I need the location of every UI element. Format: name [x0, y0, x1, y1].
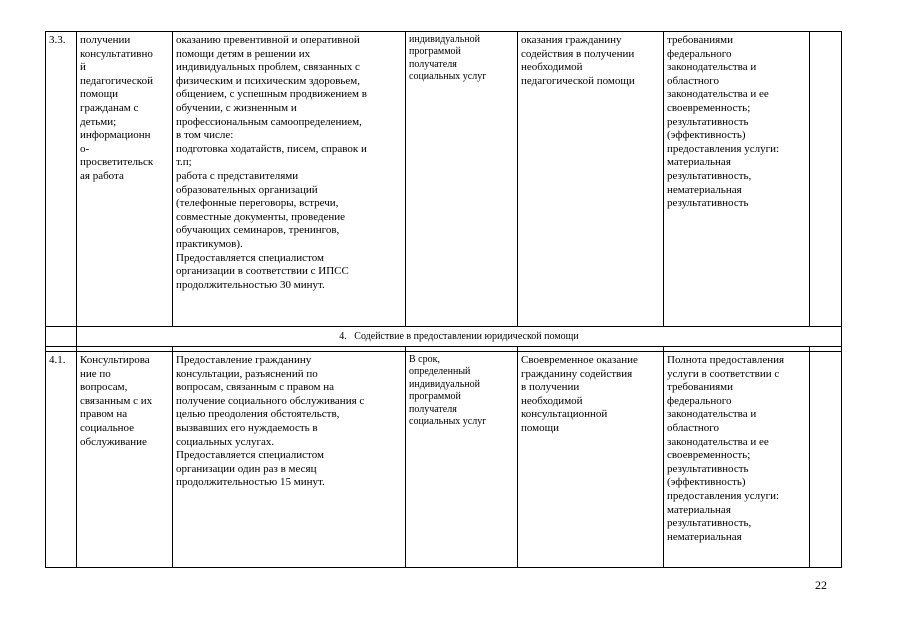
service-term: [406, 352, 518, 568]
text-line: обучении, с жизненным и: [176, 101, 297, 114]
text-line: законодательства и: [667, 61, 757, 74]
text-line: о-: [80, 142, 90, 155]
text-line: социальных услугах.: [176, 435, 275, 448]
text-line: работа с представителями: [176, 169, 299, 182]
table-row-3-3: [46, 32, 842, 327]
service-name: [77, 32, 173, 327]
text-line: результативность: [667, 197, 749, 210]
text-line: продолжительностью 15 минут.: [176, 476, 325, 489]
text-line: законодательства и: [667, 408, 757, 421]
text-line: физическим и психическим здоровьем,: [176, 74, 360, 87]
text-line: целью преодоления обстоятельств,: [176, 408, 340, 421]
text-line: нематериальная: [667, 530, 742, 543]
text-line: т.п;: [176, 156, 192, 169]
text-line: законодательства и ее: [667, 435, 769, 448]
text-line: вопросам, связанным с правом на: [176, 381, 335, 394]
text-line: гражданину содействия: [521, 367, 633, 380]
text-line: правом на: [80, 408, 128, 421]
text-line: результативность,: [667, 517, 752, 530]
text-line: необходимой: [521, 61, 583, 74]
text-line: областного: [667, 74, 720, 87]
text-line: связанным с их: [80, 394, 153, 407]
section-title: [77, 327, 842, 347]
text-line: консультации, разъяснений по: [176, 367, 318, 380]
text-line: в получении: [521, 381, 580, 394]
text-line: оказанию превентивной и оперативной: [176, 34, 360, 46]
text-line: программой: [409, 46, 461, 58]
text-line: результативность,: [667, 169, 752, 182]
text-line: оказания гражданину: [521, 34, 622, 46]
text-line: (эффективность): [667, 476, 746, 489]
section-title-text: Содействие в предоставлении юридической помощи: [354, 330, 579, 342]
text-line: содействия в получении: [521, 47, 635, 60]
text-line: предоставления услуги:: [667, 489, 780, 502]
text-line: материальная: [667, 503, 731, 516]
section-blank-cell: [46, 327, 77, 347]
text-line: законодательства и ее: [667, 88, 769, 101]
text-line: в том числе:: [176, 129, 234, 142]
extra-cell: [810, 352, 842, 568]
text-line: профессиональным самоопределением,: [176, 115, 362, 128]
text-line: организации в соответствии с ИПСС: [176, 265, 349, 278]
text-line: практикумов).: [176, 237, 243, 250]
text-line: требованиями: [667, 34, 734, 46]
text-line: просветительск: [80, 156, 154, 169]
section-header-row: [46, 327, 842, 347]
text-line: гражданам с: [80, 101, 139, 114]
page-number: 22: [815, 578, 827, 592]
services-table: [45, 31, 842, 568]
text-line: социальное: [80, 421, 135, 434]
text-line: Полнота предоставления: [667, 354, 785, 366]
text-line: предоставления услуги:: [667, 142, 780, 155]
text-line: Предоставление гражданину: [176, 354, 312, 366]
text-line: социальных услуг: [409, 71, 487, 83]
text-line: материальная: [667, 156, 731, 169]
text-line: Своевременное оказание: [521, 354, 638, 366]
text-line: программой: [409, 391, 461, 403]
text-line: Консультирова: [80, 354, 150, 366]
table-row-4-1: [46, 352, 842, 568]
service-description: [173, 352, 406, 568]
text-line: образовательных организаций: [176, 183, 318, 196]
text-line: своевременность;: [667, 449, 751, 462]
service-evaluation: [664, 352, 810, 568]
text-line: общением, с успешным продвижением в: [176, 88, 367, 101]
service-evaluation: [664, 32, 810, 327]
text-line: получении: [80, 34, 131, 46]
text-line: своевременность;: [667, 101, 751, 114]
text-line: вопросам,: [80, 381, 128, 394]
text-line: педагогической помощи: [521, 74, 635, 87]
text-line: индивидуальных проблем, связанных с: [176, 61, 360, 74]
service-indicators: [518, 352, 664, 568]
text-line: детьми;: [80, 115, 117, 128]
text-line: подготовка ходатайств, писем, справок и: [176, 142, 367, 155]
extra-cell: [810, 32, 842, 327]
text-line: вызвавших его нуждаемость в: [176, 421, 318, 434]
text-line: получателя: [409, 403, 457, 415]
section-number: 4.: [339, 330, 347, 342]
text-line: получателя: [409, 58, 457, 70]
service-indicators: [518, 32, 664, 327]
service-description: [173, 32, 406, 327]
text-line: федерального: [667, 47, 732, 60]
text-line: В срок,: [409, 354, 440, 365]
text-line: обслуживание: [80, 435, 147, 448]
text-line: совместные документы, проведение: [176, 210, 346, 223]
text-line: нематериальная: [667, 183, 742, 196]
text-line: консультативно: [80, 47, 153, 60]
service-term: [406, 32, 518, 327]
text-line: ние по: [80, 367, 111, 380]
text-line: социальных услуг: [409, 416, 487, 428]
text-line: услуги в соответствии с: [667, 367, 780, 380]
text-line: областного: [667, 421, 720, 434]
text-line: помощи: [521, 421, 559, 434]
text-line: помощи детям в решении их: [176, 47, 311, 60]
text-line: (телефонные переговоры, встречи,: [176, 197, 339, 210]
text-line: помощи: [80, 88, 118, 101]
text-line: требованиями: [667, 381, 734, 394]
text-line: Предоставляется специалистом: [176, 449, 324, 462]
text-line: й: [80, 61, 86, 74]
text-line: продолжительностью 30 минут.: [176, 278, 325, 291]
text-line: федерального: [667, 394, 732, 407]
text-line: необходимой: [521, 394, 583, 407]
text-line: (эффективность): [667, 129, 746, 142]
text-line: консультационной: [521, 408, 608, 421]
text-line: индивидуальной: [409, 378, 480, 390]
service-name: [77, 352, 173, 568]
row-number: 3.3.: [46, 32, 77, 327]
text-line: результативность: [667, 115, 749, 128]
text-line: обучающих семинаров, тренингов,: [176, 224, 340, 237]
row-number: 4.1.: [46, 352, 77, 568]
text-line: ая работа: [80, 169, 124, 182]
text-line: Предоставляется специалистом: [176, 251, 324, 264]
text-line: результативность: [667, 462, 749, 475]
text-line: организации один раз в месяц: [176, 462, 317, 475]
text-line: индивидуальной: [409, 34, 480, 45]
text-line: получение социального обслуживания с: [176, 394, 365, 407]
text-line: информационн: [80, 129, 151, 142]
text-line: определенный: [409, 366, 471, 378]
text-line: педагогической: [80, 74, 153, 87]
